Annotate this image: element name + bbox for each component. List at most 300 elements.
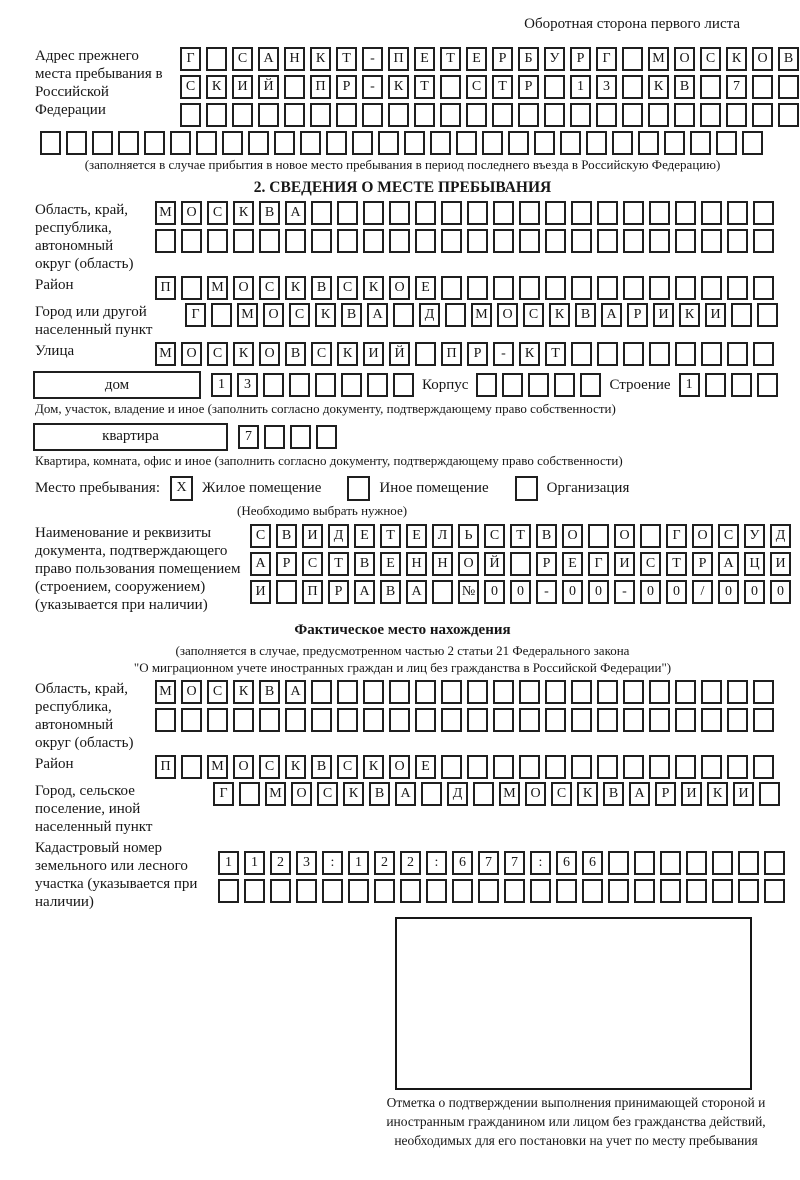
char-cell: Б (518, 47, 539, 71)
region-row-2 (155, 229, 774, 253)
document-row-2 (250, 552, 791, 576)
char-cell (144, 131, 165, 155)
char-cell: С (259, 755, 280, 779)
char-cell (239, 782, 260, 806)
char-cell (492, 103, 513, 127)
char-cell (404, 131, 425, 155)
char-cell (337, 708, 358, 732)
char-cell: В (536, 524, 557, 548)
char-cell (690, 131, 711, 155)
char-cell (764, 851, 785, 875)
stay-label-org: Организация (546, 479, 630, 496)
char-cell: Е (415, 755, 436, 779)
char-cell (623, 201, 644, 225)
char-cell (544, 103, 565, 127)
char-cell (363, 201, 384, 225)
house-label-box: дом (33, 371, 201, 399)
char-cell (571, 276, 592, 300)
char-cell (337, 229, 358, 253)
char-cell: О (458, 552, 479, 576)
char-cell: Ц (744, 552, 765, 576)
char-cell (248, 131, 269, 155)
section2-title: 2. СВЕДЕНИЯ О МЕСТЕ ПРЕБЫВАНИЯ (253, 179, 552, 197)
char-cell: 0 (588, 580, 609, 604)
char-cell: Т (380, 524, 401, 548)
char-cell: В (603, 782, 624, 806)
char-cell (426, 879, 447, 903)
city-row (185, 303, 778, 327)
prev-address-row-4 (40, 131, 782, 155)
char-cell (588, 524, 609, 548)
char-cell: 0 (640, 580, 661, 604)
char-cell (441, 680, 462, 704)
char-cell: Т (492, 75, 513, 99)
city2-row (213, 782, 780, 806)
char-cell (649, 276, 670, 300)
char-cell (222, 131, 243, 155)
char-cell: Р (655, 782, 676, 806)
char-cell (570, 103, 591, 127)
stay-checkbox-org (515, 476, 538, 501)
char-cell: Н (432, 552, 453, 576)
char-cell: 1 (679, 373, 700, 397)
char-cell (530, 879, 551, 903)
char-cell (207, 229, 228, 253)
stay-type-note: (Необходимо выбрать нужное) (237, 502, 408, 518)
char-cell (649, 201, 670, 225)
char-cell (441, 276, 462, 300)
char-cell (233, 229, 254, 253)
char-cell: 7 (504, 851, 525, 875)
stay-checkbox-zhiloe: X (170, 476, 193, 501)
char-cell (92, 131, 113, 155)
char-cell: В (369, 782, 390, 806)
char-cell (206, 103, 227, 127)
char-cell: С (718, 524, 739, 548)
char-cell: Ь (458, 524, 479, 548)
char-cell (430, 131, 451, 155)
char-cell: В (575, 303, 596, 327)
char-cell: 0 (562, 580, 583, 604)
char-cell (731, 303, 752, 327)
char-cell: О (752, 47, 773, 71)
char-cell: 2 (374, 851, 395, 875)
house-note: Дом, участок, владение и иное (заполнить согласно документу, подтверждающему право собственности) (35, 401, 616, 417)
char-cell (510, 552, 531, 576)
char-cell (196, 131, 217, 155)
char-cell: - (614, 580, 635, 604)
char-cell (315, 373, 336, 397)
char-cell (415, 342, 436, 366)
char-cell (597, 201, 618, 225)
char-cell: № (458, 580, 479, 604)
stroenie-row (679, 373, 778, 397)
char-cell (727, 755, 748, 779)
stamp-note: Отметка о подтверждении выполнения принимающей стороной и иностранным гражданином или лицом без гражданства действий, необходимых для его постановки на учет по месту пребывания (386, 1094, 766, 1148)
char-cell: Т (414, 75, 435, 99)
char-cell: - (362, 75, 383, 99)
char-cell (393, 303, 414, 327)
char-cell (40, 131, 61, 155)
char-cell (545, 708, 566, 732)
char-cell (440, 75, 461, 99)
char-cell: 7 (726, 75, 747, 99)
char-cell (753, 201, 774, 225)
char-cell (155, 229, 176, 253)
char-cell: Д (328, 524, 349, 548)
char-cell (441, 755, 462, 779)
char-cell (640, 524, 661, 548)
char-cell: О (389, 276, 410, 300)
apartment-number-row (238, 425, 337, 449)
stroenie-label: Строение (609, 376, 671, 393)
char-cell: С (259, 276, 280, 300)
char-cell (289, 373, 310, 397)
char-cell (493, 708, 514, 732)
char-cell (571, 201, 592, 225)
char-cell (623, 342, 644, 366)
char-cell (634, 879, 655, 903)
char-cell (597, 229, 618, 253)
char-cell: Р (336, 75, 357, 99)
char-cell: О (181, 201, 202, 225)
char-cell: И (681, 782, 702, 806)
char-cell (441, 708, 462, 732)
char-cell: 1 (348, 851, 369, 875)
char-cell (701, 680, 722, 704)
char-cell (660, 879, 681, 903)
stay-type-row (35, 476, 782, 501)
char-cell: 3 (237, 373, 258, 397)
char-cell (389, 229, 410, 253)
char-cell: И (653, 303, 674, 327)
char-cell (701, 201, 722, 225)
char-cell: В (380, 580, 401, 604)
char-cell (727, 708, 748, 732)
house-number-row (211, 373, 414, 397)
char-cell (608, 851, 629, 875)
char-cell (258, 103, 279, 127)
char-cell (336, 103, 357, 127)
char-cell: С (317, 782, 338, 806)
char-cell: 6 (452, 851, 473, 875)
char-cell (731, 373, 752, 397)
char-cell (544, 75, 565, 99)
char-cell: С (484, 524, 505, 548)
char-cell (712, 851, 733, 875)
prev-address-label: Адрес прежнего места пребывания в Российской Федерации (35, 48, 163, 118)
char-cell (634, 851, 655, 875)
char-cell: Л (432, 524, 453, 548)
char-cell (467, 708, 488, 732)
char-cell (374, 879, 395, 903)
char-cell: Т (545, 342, 566, 366)
char-cell: Р (328, 580, 349, 604)
char-cell: О (525, 782, 546, 806)
char-cell: И (770, 552, 791, 576)
char-cell (545, 680, 566, 704)
char-cell (363, 229, 384, 253)
char-cell (701, 755, 722, 779)
char-cell: Р (492, 47, 513, 71)
char-cell: Т (666, 552, 687, 576)
char-cell (556, 879, 577, 903)
stay-label-inoe: Иное помещение (379, 479, 489, 496)
char-cell (452, 879, 473, 903)
char-cell (580, 373, 601, 397)
char-cell: 1 (218, 851, 239, 875)
char-cell (118, 131, 139, 155)
district-row (155, 276, 774, 300)
char-cell (571, 229, 592, 253)
char-cell (649, 680, 670, 704)
char-cell (493, 755, 514, 779)
char-cell: И (302, 524, 323, 548)
char-cell: Р (692, 552, 713, 576)
char-cell (738, 851, 759, 875)
char-cell (478, 879, 499, 903)
char-cell: О (181, 342, 202, 366)
char-cell (622, 47, 643, 71)
char-cell: К (337, 342, 358, 366)
char-cell (742, 131, 763, 155)
cadastre-row-2 (218, 879, 785, 903)
char-cell: С (232, 47, 253, 71)
char-cell: М (155, 342, 176, 366)
char-cell: И (363, 342, 384, 366)
char-cell: К (343, 782, 364, 806)
char-cell: Н (406, 552, 427, 576)
char-cell: 1 (570, 75, 591, 99)
char-cell (545, 229, 566, 253)
char-cell (363, 680, 384, 704)
street-block (35, 342, 782, 366)
char-cell: А (406, 580, 427, 604)
char-cell: Т (440, 47, 461, 71)
char-cell: М (207, 276, 228, 300)
char-cell (244, 879, 265, 903)
district-label-2: Район (35, 755, 74, 772)
char-cell (586, 131, 607, 155)
char-cell: : (426, 851, 447, 875)
actual-location-title: Фактическое место нахождения (294, 622, 511, 638)
char-cell: П (155, 755, 176, 779)
char-cell (753, 342, 774, 366)
char-cell: / (692, 580, 713, 604)
char-cell: С (337, 755, 358, 779)
cadastre-label: Кадастровый номер земельного или лесного участка (указывается при наличии) (35, 839, 198, 910)
char-cell: Р (467, 342, 488, 366)
char-cell (597, 342, 618, 366)
char-cell (259, 229, 280, 253)
char-cell (378, 131, 399, 155)
char-cell: С (207, 201, 228, 225)
char-cell: Р (570, 47, 591, 71)
region-block-2 (35, 680, 782, 752)
char-cell (519, 755, 540, 779)
char-cell (389, 708, 410, 732)
char-cell: 6 (582, 851, 603, 875)
char-cell (675, 229, 696, 253)
char-cell (519, 229, 540, 253)
char-cell: 0 (666, 580, 687, 604)
char-cell: Е (406, 524, 427, 548)
actual-location-subtitle-1: (заполняется в случае, предусмотренном частью 2 статьи 21 Федерального закона (175, 643, 630, 658)
char-cell: С (337, 276, 358, 300)
char-cell (415, 229, 436, 253)
char-cell: П (441, 342, 462, 366)
document-label: Наименование и реквизиты документа, подтверждающего право пользования помещением (строением, сооружением) (указывается при наличии) (35, 525, 241, 613)
char-cell: К (233, 342, 254, 366)
char-cell (362, 103, 383, 127)
char-cell: К (648, 75, 669, 99)
char-cell: В (285, 342, 306, 366)
char-cell (519, 201, 540, 225)
char-cell: О (614, 524, 635, 548)
char-cell: О (233, 755, 254, 779)
char-cell (660, 851, 681, 875)
char-cell: А (258, 47, 279, 71)
char-cell (467, 276, 488, 300)
char-cell: 3 (296, 851, 317, 875)
char-cell (623, 680, 644, 704)
char-cell: А (718, 552, 739, 576)
char-cell (493, 201, 514, 225)
char-cell: О (291, 782, 312, 806)
char-cell (502, 373, 523, 397)
char-cell (326, 131, 347, 155)
char-cell: Г (185, 303, 206, 327)
char-cell (545, 276, 566, 300)
char-cell: 6 (556, 851, 577, 875)
char-cell (493, 229, 514, 253)
char-cell (597, 680, 618, 704)
char-cell (571, 680, 592, 704)
char-cell (571, 755, 592, 779)
char-cell (519, 276, 540, 300)
char-cell: У (544, 47, 565, 71)
char-cell (300, 131, 321, 155)
char-cell: Н (284, 47, 305, 71)
char-cell: О (233, 276, 254, 300)
prev-address-block (35, 47, 794, 127)
char-cell (727, 342, 748, 366)
char-cell (700, 75, 721, 99)
char-cell: А (367, 303, 388, 327)
char-cell (352, 131, 373, 155)
actual-location-subtitle-2: "О миграционном учете иностранных граждан и лиц без гражданства в Российской Федерации") (133, 659, 672, 675)
char-cell (440, 103, 461, 127)
char-cell (596, 103, 617, 127)
char-cell: С (640, 552, 661, 576)
char-cell (211, 303, 232, 327)
char-cell (367, 373, 388, 397)
char-cell: У (744, 524, 765, 548)
char-cell (712, 879, 733, 903)
char-cell (348, 879, 369, 903)
char-cell: О (562, 524, 583, 548)
char-cell (284, 75, 305, 99)
char-cell (638, 131, 659, 155)
char-cell (753, 708, 774, 732)
char-cell (753, 755, 774, 779)
char-cell: М (237, 303, 258, 327)
char-cell (560, 131, 581, 155)
char-cell: В (354, 552, 375, 576)
char-cell (664, 131, 685, 155)
stay-checkbox-inoe (347, 476, 370, 501)
char-cell (181, 229, 202, 253)
char-cell (701, 229, 722, 253)
char-cell: 1 (244, 851, 265, 875)
house-row (33, 371, 782, 399)
char-cell: С (466, 75, 487, 99)
char-cell: С (289, 303, 310, 327)
char-cell (727, 680, 748, 704)
char-cell: К (679, 303, 700, 327)
region-label-2: Область, край, республика, автономный округ (область) (35, 680, 134, 751)
char-cell: С (180, 75, 201, 99)
char-cell (311, 680, 332, 704)
char-cell (181, 276, 202, 300)
char-cell: И (733, 782, 754, 806)
char-cell (316, 425, 337, 449)
char-cell (66, 131, 87, 155)
char-cell (259, 708, 280, 732)
char-cell (207, 708, 228, 732)
city-block-2 (35, 782, 782, 836)
char-cell: - (362, 47, 383, 71)
char-cell (582, 879, 603, 903)
char-cell (155, 708, 176, 732)
char-cell: А (395, 782, 416, 806)
char-cell (753, 680, 774, 704)
char-cell: О (674, 47, 695, 71)
char-cell: К (363, 276, 384, 300)
korpus-row (476, 373, 601, 397)
region-block (35, 201, 782, 273)
document-grids (250, 524, 791, 604)
char-cell: Е (414, 47, 435, 71)
char-cell: Г (666, 524, 687, 548)
char-cell: С (207, 680, 228, 704)
prev-address-row-1 (180, 47, 799, 71)
char-cell (363, 708, 384, 732)
flip-note: Оборотная сторона первого листа (524, 16, 740, 32)
char-cell: 0 (718, 580, 739, 604)
char-cell: Р (276, 552, 297, 576)
char-cell (757, 303, 778, 327)
char-cell (675, 755, 696, 779)
char-cell: В (778, 47, 799, 71)
char-cell (508, 131, 529, 155)
char-cell: К (549, 303, 570, 327)
char-cell: К (285, 276, 306, 300)
char-cell: - (536, 580, 557, 604)
char-cell (700, 103, 721, 127)
char-cell: Г (596, 47, 617, 71)
char-cell (482, 131, 503, 155)
char-cell: 1 (211, 373, 232, 397)
prev-address-note: (заполняется в случае прибытия в новое место пребывания в период последнего въезда в Российскую Федерацию) (84, 157, 721, 172)
char-cell: И (232, 75, 253, 99)
char-cell: А (601, 303, 622, 327)
region-label: Область, край, республика, автономный округ (область) (35, 202, 134, 273)
char-cell (612, 131, 633, 155)
char-cell (757, 373, 778, 397)
char-cell (716, 131, 737, 155)
prev-address-grids (180, 47, 799, 127)
